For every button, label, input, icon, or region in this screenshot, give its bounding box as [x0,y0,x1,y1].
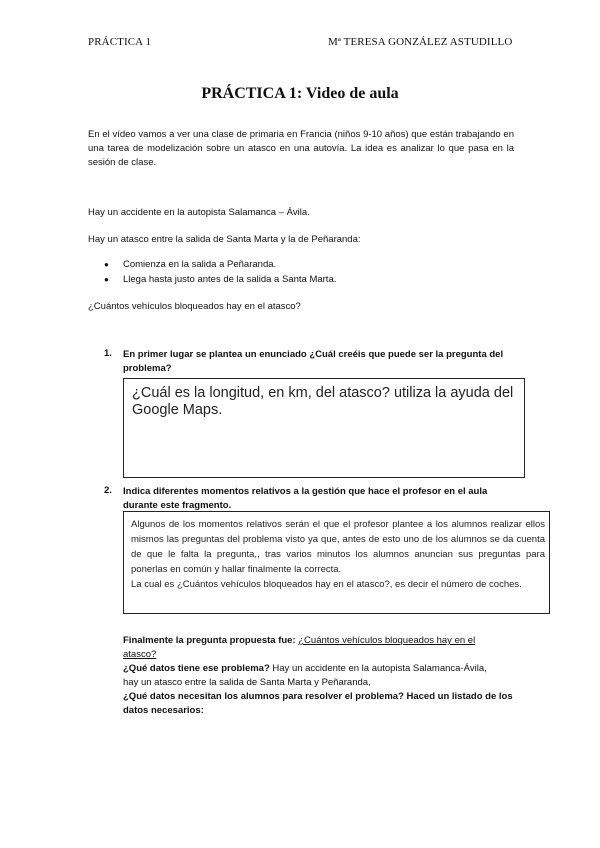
datos-line2: hay un atasco entre la salida de Santa Marta y Peñaranda, [123,677,371,688]
header-left: PRÁCTICA 1 [88,36,152,48]
q2-line1: Indica diferentes momentos relativos a la gestión que hace el profesor en el aula [123,486,488,497]
bullet-icon: ● [104,275,109,284]
necesitan-line1: ¿Qué datos necesitan los alumnos para resolver el problema? Haced un listado de los [123,691,513,702]
datos-line1 [123,662,487,676]
q1-line1: En primer lugar se plantea un enunciado ¿Cuál creéis que puede ser la pregunta del [123,349,504,360]
datos-text: Hay un accidente en la autopista Salamanca-Ávila, [272,663,487,674]
final-question-line2 [123,648,156,662]
q2-line2: durante este fragmento. [123,500,232,511]
q1-answer: ¿Cuál es la longitud, en km, del atasco? utiliza la ayuda del Google Maps. [132,385,514,418]
q2-answer-box [123,511,550,614]
header-right: Mª TERESA GONZÁLEZ ASTUDILLO [328,36,513,48]
intro-paragraph: En el vídeo vamos a ver una clase de primaria en Francia (niños 9-10 años) que están trabajando en una tarea de modelización sobre un atasco en una autovía. La idea es analizar lo que pasa en la sesión de clase. [88,129,514,168]
q2-number: 2. [104,485,112,496]
jam-paragraph: Hay un atasco entre la salida de Santa Marta y la de Peñaranda: [88,234,361,245]
page-title: PRÁCTICA 1: Video de aula [201,85,399,102]
accident-paragraph: Hay un accidente en la autopista Salamanca – Ávila. [88,207,310,218]
datos-label: ¿Qué datos tiene ese problema? [123,663,270,674]
main-question: ¿Cuántos vehículos bloqueados hay en el atasco? [88,301,301,312]
final-question-text-cont: atasco? [123,649,157,660]
final-question-text: ¿Cuántos vehículos bloqueados hay en el [298,635,476,646]
q2-answer-paragraph1: Algunos de los momentos relativos serán el que el profesor plantee a los alumnos realizar ellos mismos las preguntas del problema visto ya que, antes de esto uno de los alumnos se da cuenta de que le falta la pregunta,, tras varios minutos los alumnos anuncian sus preguntas para ponerlas en común y hallar finalmente la correcta. [131,519,545,575]
final-question-line1 [123,634,475,648]
final-label: Finalmente la pregunta propuesta fue: [123,635,296,646]
q2-answer-paragraph2: La cual es ¿Cuántos vehículos bloqueados hay en el atasco?, es decir el número de coches. [131,579,522,590]
q1-answer-box [123,378,525,478]
bullet-icon: ● [104,260,109,269]
bullet-item: Llega hasta justo antes de la salida a Santa Marta. [123,274,337,285]
q1-line2: problema? [123,363,172,374]
q1-number: 1. [104,348,112,359]
necesitan-line2: datos necesarios: [123,705,204,716]
bullet-item: Comienza en la salida a Peñaranda. [123,259,277,270]
